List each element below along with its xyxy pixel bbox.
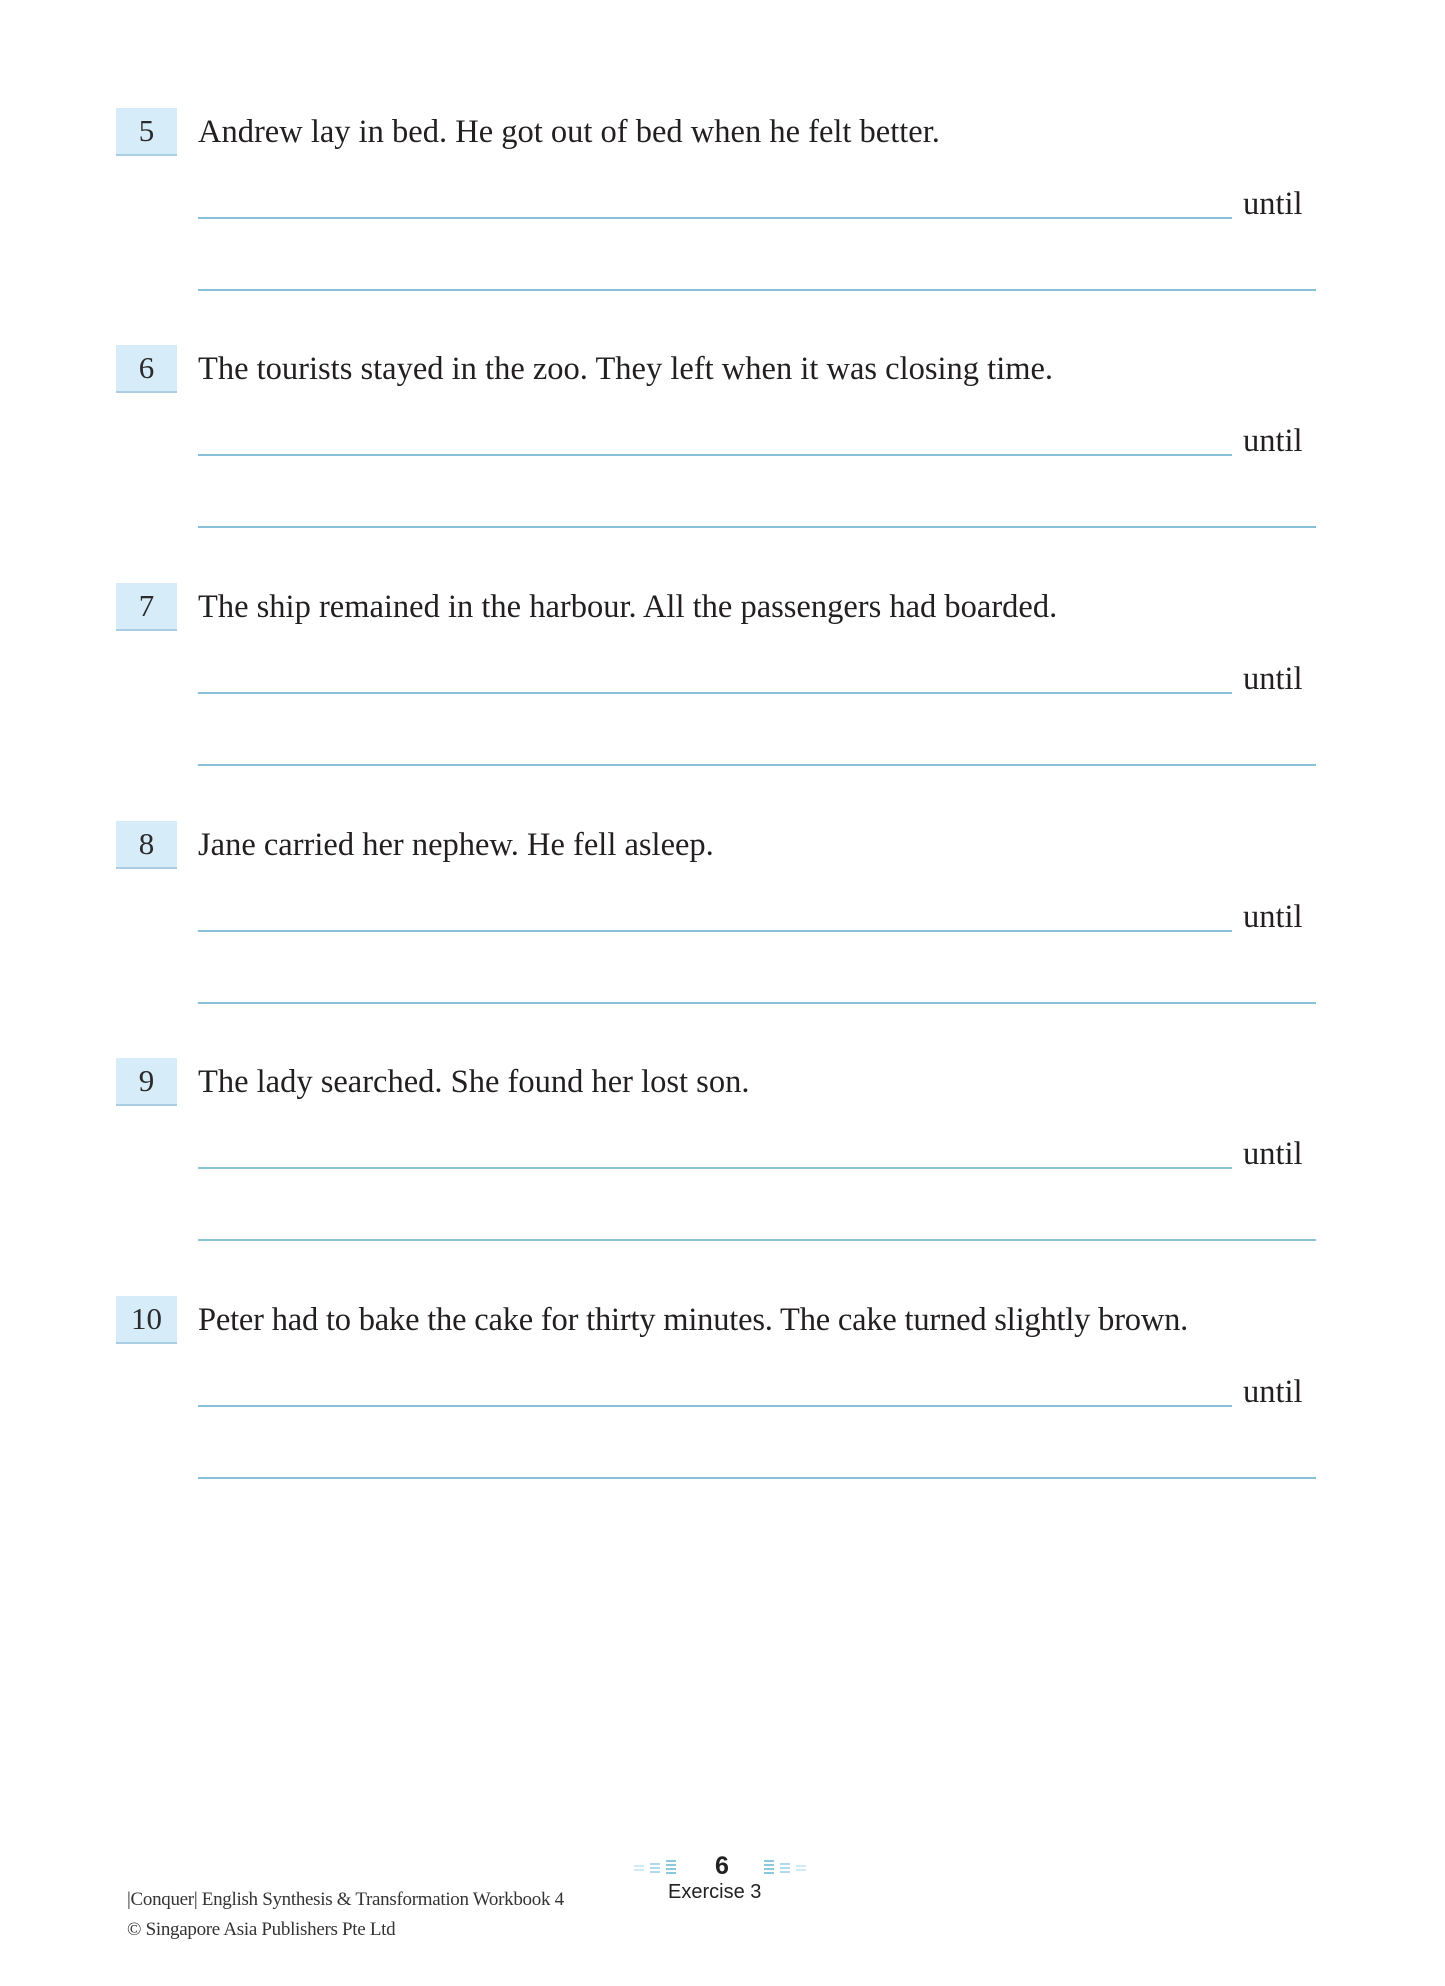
copyright: © Singapore Asia Publishers Pte Ltd [127,1919,396,1940]
answer-line[interactable] [198,692,1232,694]
page-number-decoration-left-icon [634,1860,676,1876]
connector-word: until [1243,1374,1303,1410]
question-9 [116,1058,1316,1258]
answer-line[interactable] [198,1405,1232,1407]
question-text: Jane carried her nephew. He fell asleep. [198,827,714,863]
question-number-badge: 7 [116,583,177,631]
connector-word: until [1243,423,1303,459]
question-number-badge: 8 [116,821,177,869]
answer-line[interactable] [198,454,1232,456]
question-text: Andrew lay in bed. He got out of bed when he felt better. [198,114,940,150]
answer-line[interactable] [198,217,1232,219]
question-text: The tourists stayed in the zoo. They left when it was closing time. [198,351,1054,387]
answer-line[interactable] [198,1002,1316,1004]
answer-line[interactable] [198,1239,1316,1241]
footer-credits [127,1885,564,1945]
question-5 [116,108,1316,308]
answer-line[interactable] [198,289,1316,291]
answer-line[interactable] [198,930,1232,932]
connector-word: until [1243,186,1303,222]
connector-word: until [1243,661,1303,697]
question-7 [116,583,1316,783]
exercise-label: Exercise 3 [668,1881,762,1903]
connector-word: until [1243,1136,1303,1172]
page-number: 6 [715,1852,729,1880]
question-6 [116,345,1316,545]
answer-line[interactable] [198,1167,1232,1169]
question-number-badge: 6 [116,345,177,393]
answer-line[interactable] [198,764,1316,766]
question-text: The ship remained in the harbour. All the passengers had boarded. [198,589,1058,625]
answer-line[interactable] [198,1477,1316,1479]
book-title: |Conquer| English Synthesis & Transformation Workbook 4 [127,1889,564,1910]
question-number-badge: 10 [116,1296,177,1344]
question-number-badge: 5 [116,108,177,156]
question-8 [116,821,1316,1021]
question-number-badge: 9 [116,1058,177,1106]
answer-line[interactable] [198,526,1316,528]
question-text: Peter had to bake the cake for thirty minutes. The cake turned slightly brown. [198,1302,1189,1338]
question-text: The lady searched. She found her lost son. [198,1064,750,1100]
page-number-decoration-right-icon [764,1860,806,1876]
connector-word: until [1243,899,1303,935]
question-10 [116,1296,1316,1496]
